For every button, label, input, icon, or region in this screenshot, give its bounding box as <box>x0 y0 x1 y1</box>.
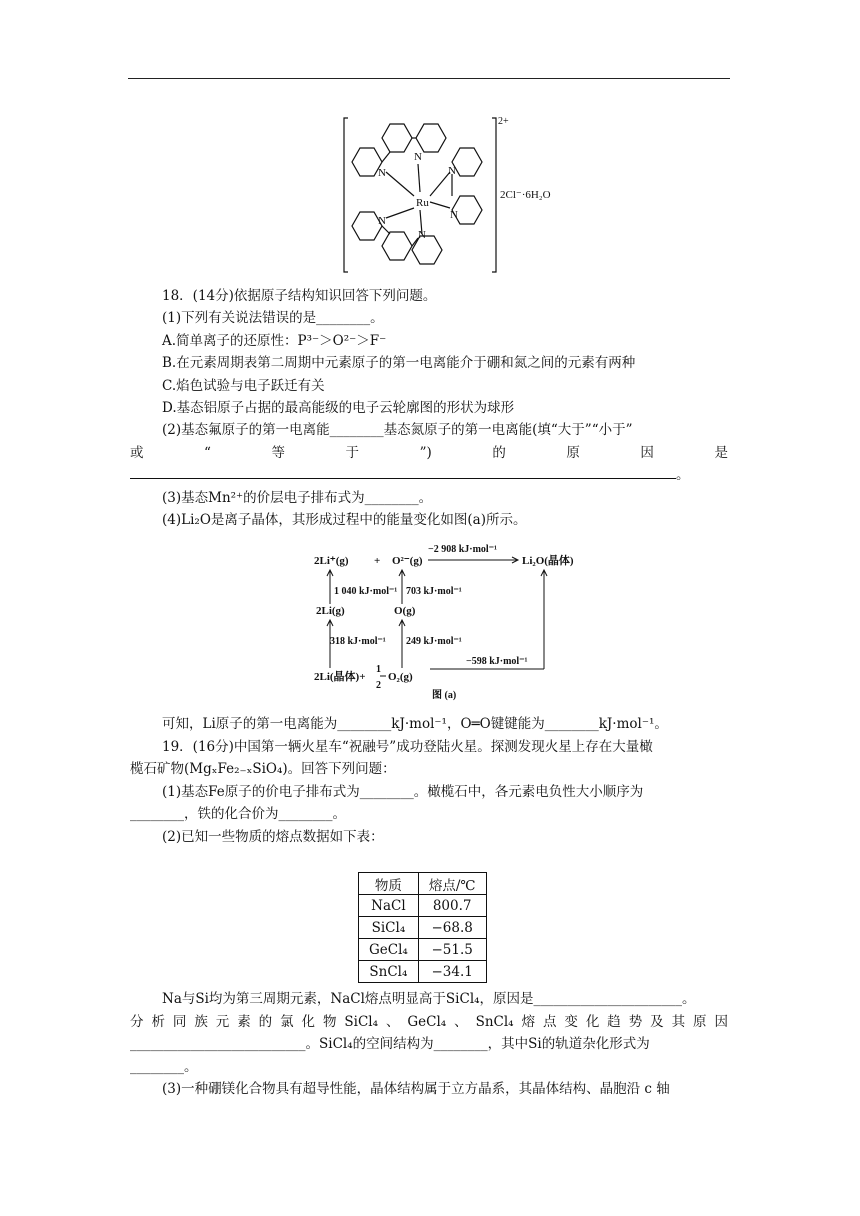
melting-point-table: 物质 熔点/℃ NaCl 800.7 SiCl₄ −68.8 GeCl₄ −51.5 SnCl₄ −34.1 <box>358 872 487 983</box>
q18-part3: (3)基态Mn²⁺的价层电子排布式为________。 <box>162 490 433 506</box>
q18-option-a: A.简单离子的还原性：P³⁻＞O²⁻＞F⁻ <box>162 333 387 349</box>
charge-label: 2+ <box>498 116 509 127</box>
q18-part1: (1)下列有关说法错误的是________。 <box>162 310 384 326</box>
q19-hybrid-line: ________。 <box>130 1059 198 1075</box>
q18-part2-line1: (2)基态氟原子的第一电离能________基态氮原子的第一电离能(填“大于”“小于” <box>162 422 633 438</box>
q19-part1: (1)基态Fe原子的价电子排布式为________。橄榄石中，各元素电负性大小顺序为 <box>162 784 644 800</box>
q18-option-b: B.在元素周期表第二周期中元素原子的第一电离能介于硼和氮之间的元素有两种 <box>162 355 636 371</box>
q19-part2: (2)已知一些物质的熔点数据如下表： <box>162 829 384 845</box>
svg-text:318 kJ·mol⁻¹: 318 kJ·mol⁻¹ <box>330 636 386 647</box>
q19-nacl-line: Na与Si均为第三周期元素，NaCl熔点明显高于SiCl₄，原因是______________________。 <box>162 991 696 1007</box>
header-rule <box>128 78 730 79</box>
svg-text:O₂(g): O₂(g) <box>388 671 413 683</box>
svg-text:O(g): O(g) <box>394 605 416 617</box>
svg-text:N: N <box>418 229 426 241</box>
table-row: SiCl₄ −68.8 <box>359 917 487 939</box>
q18-part4: (4)Li₂O是离子晶体，其形成过程中的能量变化如图(a)所示。 <box>162 512 527 528</box>
q18-part2-line2: 或 “ 等 于 ”) 的 原 因 是 <box>130 445 728 461</box>
q18-part4-answer: 可知，Li原子的第一电离能为________kJ·mol⁻¹，O═O键键能为________kJ·mol⁻¹。 <box>162 716 668 732</box>
svg-text:2Li(晶体)+: 2Li(晶体)+ <box>314 671 366 683</box>
table-row: NaCl 800.7 <box>359 895 487 917</box>
svg-text:2: 2 <box>376 680 381 691</box>
q19-part3: (3)一种硼镁化合物具有超导性能，晶体结构属于立方晶系，其晶体结构、晶胞沿 c 轴 <box>162 1081 670 1097</box>
svg-text:−2 908 kJ·mol⁻¹: −2 908 kJ·mol⁻¹ <box>428 544 497 555</box>
q19-analysis-line: 分 析 同 族 元 素 的 氯 化 物 SiCl₄ 、 GeCl₄ 、 SnCl₄ 熔 点 变 化 趋 势 及 其 原 因 <box>130 1014 728 1030</box>
q18-option-c: C.焰色试验与电子跃迁有关 <box>162 378 325 394</box>
q18-option-d: D.基态铝原子占据的最高能级的电子云轮廓图的形状为球形 <box>162 400 515 416</box>
table-row: GeCl₄ −51.5 <box>359 939 487 961</box>
svg-text:2Li⁺(g): 2Li⁺(g) <box>314 555 349 567</box>
q19-line2: 榄石矿物(MgₓFe₂₋ₓSiO₄)。回答下列问题： <box>130 761 396 777</box>
svg-text:N: N <box>448 165 456 177</box>
svg-text:1 040 kJ·mol⁻¹: 1 040 kJ·mol⁻¹ <box>334 586 398 597</box>
svg-text:1: 1 <box>376 664 381 675</box>
svg-text:+: + <box>374 555 381 567</box>
table-row: SnCl₄ −34.1 <box>359 961 487 983</box>
svg-text:N: N <box>378 167 386 179</box>
q18-title: 18．(14分)依据原子结构知识回答下列问题。 <box>162 288 437 304</box>
q18-part2-line3: 。 <box>130 464 690 486</box>
svg-text:Li₂O(晶体): Li₂O(晶体) <box>522 555 574 567</box>
svg-text:2Li(g): 2Li(g) <box>316 605 345 617</box>
svg-text:N: N <box>414 151 422 163</box>
ru-complex-structure <box>340 112 551 277</box>
born-haber-cycle-figure <box>300 538 600 700</box>
svg-text:N: N <box>450 209 458 221</box>
svg-text:O²⁻(g): O²⁻(g) <box>392 555 423 567</box>
svg-text:249 kJ·mol⁻¹: 249 kJ·mol⁻¹ <box>406 636 462 647</box>
answer-blank[interactable] <box>130 464 676 479</box>
counter-ion-label: 2Cl⁻·6H₂O <box>500 189 551 201</box>
svg-text:图 (a): 图 (a) <box>432 690 457 701</box>
ru-label: Ru <box>416 197 429 209</box>
svg-text:N: N <box>378 215 386 227</box>
q19-line1: 19．(16分)中国第一辆火星车“祝融号”成功登陆火星。探测发现火星上存在大量橄 <box>162 739 653 755</box>
q19-sicl4-line: __________________________。SiCl₄的空间结构为________，其中Si的轨道杂化形式为 <box>130 1036 650 1052</box>
svg-text:703 kJ·mol⁻¹: 703 kJ·mol⁻¹ <box>406 586 462 597</box>
svg-text:−598 kJ·mol⁻¹: −598 kJ·mol⁻¹ <box>466 656 528 667</box>
q19-part1-cont: ________，铁的化合价为________。 <box>130 806 346 822</box>
